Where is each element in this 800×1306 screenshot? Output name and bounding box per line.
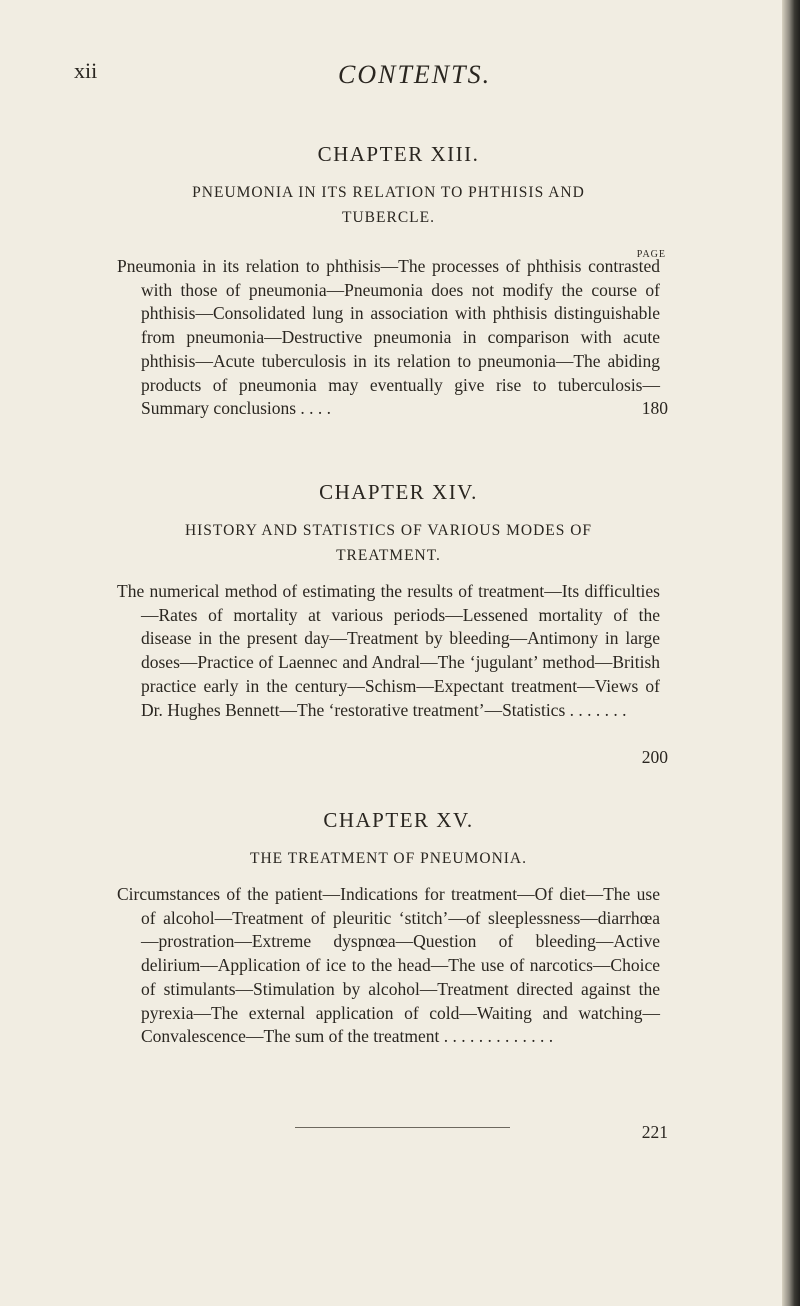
chapter-xiv xyxy=(117,480,668,767)
chapter-title xyxy=(117,180,660,230)
chapter-title-line: THE TREATMENT OF PNEUMONIA. xyxy=(249,850,527,867)
page-edge-shadow xyxy=(782,0,800,1306)
page-number: 221 xyxy=(641,1122,668,1142)
summary-text: Pneumonia in its relation to phthisis—The processes of phthisis contrasted with those of pneumonia—Pneumonia does not modify the course of phthisis—Consolidated lung in association with phthisis distinguishable from pneumonia—Destructive pneumonia in comparison with acute phthisis—Acute tuberculosis in its relation to pneumonia—The abiding products of pneumonia may eventually give rise to tuberculosis—Summary conclusions . . . . xyxy=(117,256,660,419)
folio: xii xyxy=(74,58,98,83)
chapter-title-line: TREATMENT. xyxy=(336,547,441,564)
chapter-title xyxy=(117,518,660,568)
chapter-xv xyxy=(117,808,668,1142)
running-title: CONTENTS. xyxy=(338,60,492,89)
chapter-number: CHAPTER XIII. xyxy=(317,142,480,166)
chapter-summary xyxy=(117,883,668,1142)
page-column-label: PAGE xyxy=(636,249,666,260)
summary-text: The numerical method of estimating the results of treatment—Its difficulties—Rates of mortality at various periods—Lessened mortality of the disease in the present day—Treatment by bleeding—Antimony in large doses—Practice of Laennec and Andral—The ‘jugulant’ method—British practice early in the century—Schism—Expectant treatment—Views of Dr. Hughes Bennett—The ‘restorative treatment’—Statistics . . . . . . . xyxy=(117,581,660,720)
chapter-title-line: HISTORY AND STATISTICS OF VARIOUS MODES OF xyxy=(184,522,593,539)
chapter-title-line: TUBERCLE. xyxy=(342,209,435,226)
chapter-number: CHAPTER XV. xyxy=(323,808,474,832)
chapter-title-line: PNEUMONIA IN ITS RELATION TO PHTHISIS AND xyxy=(192,184,585,201)
page-number: 180 xyxy=(641,398,668,418)
chapter-number: CHAPTER XIV. xyxy=(319,480,478,504)
end-rule xyxy=(295,1127,510,1128)
chapter-xiii xyxy=(117,142,668,421)
page-number: 200 xyxy=(641,747,668,767)
chapter-summary xyxy=(117,580,668,767)
summary-text: Circumstances of the patient—Indications for treatment—Of diet—The use of alcohol—Treatment of pleuritic ‘stitch’—of sleeplessness—diarrhœa—prostration—Extreme dyspnœa—Question of bleeding—Active delirium—Application of ice to the head—The use of narcotics—Choice of stimulants—Stimulation by alcohol—Treatment directed against the pyrexia—The external application of cold—Waiting and watching—Convalescence—The sum of the treatment . . . . . . . . . . . . . xyxy=(117,884,660,1047)
running-head xyxy=(0,58,800,98)
chapter-summary xyxy=(117,249,668,421)
chapter-title xyxy=(117,846,660,871)
